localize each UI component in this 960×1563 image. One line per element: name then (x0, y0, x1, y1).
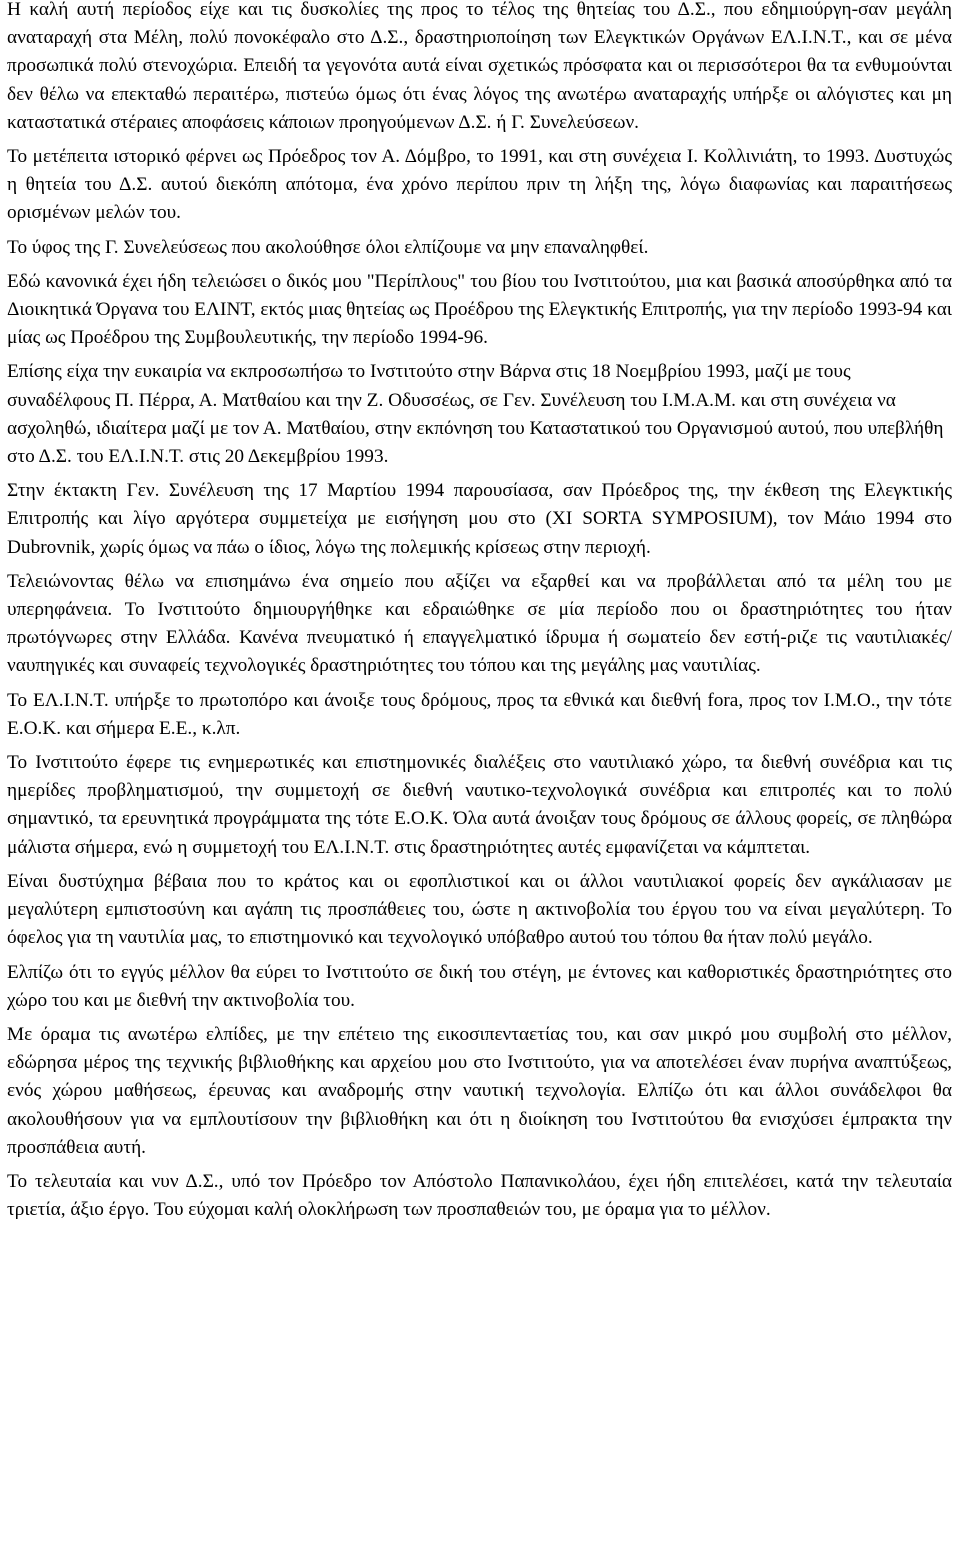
paragraph-general-assembly-tone: Το ύφος της Γ. Συνελεύσεως που ακολούθησε όλοι ελπίζουμε να μην επαναληφθεί. (7, 236, 649, 258)
paragraph-author-withdrawal: Εδώ κανονικά έχει ήδη τελειώσει ο δικός μου "Περίπλους" του βίου του Ινστιτούτου, μια και βασικά αποσύρθηκα από τα Διοικητικά Όργανα του ΕΛΙΝΤ, εκτός μιας θητείας ως Προέδρου της Ελεγκτικής Επιτροπής, για την περίοδο 1993-94 και μίας ως Προέδρου της Συμβουλευτικής, την περίοδο 1994-96. (7, 270, 952, 349)
paragraph-later-presidents: Το μετέπειτα ιστορικό φέρνει ως Πρόεδρος τον Α. Δόμβρο, το 1991, και στη συνέχεια Ι. Κολλινιάτη, το 1993. Δυστυχώς η θητεία του Δ.Σ. αυτού διεκόπη απότομα, ένα χρόνο περίπου πριν τη λήξη της, λόγω διαφωνίας και παραιτήσεως ορισμένων μελών του. (7, 146, 952, 224)
paragraph-board-turmoil: Η καλή αυτή περίοδος είχε και τις δυσκολίες της προς το τέλος της θητείας του Δ.Σ., που εδημιούργη-σαν μεγάλη αναταραχή στα Μέλη, πολύ πονοκέφαλο στο Δ.Σ., δραστηριοποίηση των Ελεγκτικών Οργάνων ΕΛ.Ι.Ν.Τ., και σε μένα προσωπικά πολύ στενοχώρια. Επειδή τα γεγονότα αυτά είναι σχετικώς πρόσφατα και οι περισσότεροι θα τα ενθυμούνται δεν θέλω να επεκταθώ περαιτέρω, πιστεύω όμως ότι ένας λόγος της ανωτέρω αναταραχής υπήρξε οι αλόγιστες και μη καταστατικά στέραιες αποφάσεις κάποιων προηγούμενων Δ.Σ. ή Γ. Συνελεύσεων. (7, 0, 952, 133)
paragraph-lack-of-support: Είναι δυστύχημα βέβαια που το κράτος και οι εφοπλιστικοί και οι άλλοι ναυτιλιακοί φορείς δεν αγκάλιασαν με μεγαλύτερη εμπιστοσύνη και αγάπη τις προσπάθειες του, ώστε η ακτινοβολία του έργου του να είναι μεγαλύτερη. Το όφελος για τη ναυτιλία μας, το επιστημονικό και τεχνολογικό υπόβαθρο αυτού του τόπου θα ήταν πολύ μεγάλο. (7, 870, 952, 949)
paragraph-future-hopes: Ελπίζω ότι το εγγύς μέλλον θα εύρει το Ινστιτούτο σε δική του στέγη, με έντονες και καθοριστικές δραστηριότητες στο χώρο του και με διεθνή την ακτινοβολία του. (7, 961, 952, 1011)
paragraph-varna-representation: Επίσης είχα την ευκαιρία να εκπροσωπήσω το Ινστιτούτο στην Βάρνα στις 18 Νοεμβρίου 1993, μαζί με τους συναδέλφους Π. Πέρρα, Α. Ματθαίου και την Ζ. Οδυσσέως, σε Γεν. Συνέλευση του Ι.Μ.Α.Μ. και στη συνέχεια να ασχοληθώ, ιδιαίτερα μαζί με τον Α. Ματθαίου, στην εκπόνηση του Καταστατικού του Οργανισμού αυτού, που υπεβλήθη στο Δ.Σ. του ΕΛ.Ι.Ν.Τ. στις 20 Δεκεμβρίου 1993. (7, 361, 944, 468)
paragraph-extraordinary-assembly: Στην έκτακτη Γεν. Συνέλευση της 17 Μαρτίου 1994 παρουσίασα, σαν Πρόεδρος της, την έκθεση της Ελεγκτικής Επιτροπής και λίγο αργότερα συμμετείχα με εισήγηση μου στο (XI SORTA SYMPOSIUM), τον Μάιο 1994 στο Dubrovnik, χωρίς όμως να πάω ο ίδιος, λόγω της πολεμικής κρίσεως στην περιοχή. (7, 480, 952, 558)
paragraph-library-donation: Με όραμα τις ανωτέρω ελπίδες, με την επέτειο της εικοσιπενταετίας του, και σαν μικρό μου συμβολή στο μέλλον, εδώρησα μέρος της τεχνικής βιβλιοθήκης και αρχείου μου στο Ινστιτούτο, για να αποτελέσει έναν πυρήνα αναπτύξεως, ενός χώρου μαθήσεως, έρευνας και αναδρομής στην ναυτική τεχνολογία. Ελπίζω ότι και άλλοι συνάδελφοι θα ακολουθήσουν για να εμπλουτίσουν την βιβλιοθήκη και ότι η διοίκηση του Ινστιτούτου θα ενισχύσει έμπρακτα την προσπάθεια αυτή. (7, 1023, 952, 1158)
paragraph-international-fora: Το ΕΛ.Ι.Ν.Τ. υπήρξε το πρωτοπόρο και άνοιξε τους δρόμους, προς τα εθνικά και διεθνή fora, προς τον Ι.Μ.Ο., την τότε Ε.Ο.Κ. και σήμερα Ε.Ε., κ.λπ. (7, 689, 952, 739)
paragraph-pioneering-role: Τελειώνοντας θέλω να επισημάνω ένα σημείο που αξίζει να εξαρθεί και να προβάλλεται από τα μέλη του με υπερηφάνεια. Το Ινστιτούτο δημιουργήθηκε και εδραιώθηκε σε μία περίοδο που οι δραστηριότητες του ήταν πρωτόγνωρες στην Ελλάδα. Κανένα πνευματικό ή επαγγελματικό ίδρυμα ή σωματείο δεν εστή-ριζε τις ναυτιλιακές/ναυπηγικές και συναφείς τεχνολογικές δραστηριότητες του τόπου και της μεγάλης μας ναυτιλίας. (7, 570, 952, 677)
paragraph-current-board: Το τελευταία και νυν Δ.Σ., υπό τον Πρόεδρο τον Απόστολο Παπανικολάου, έχει ήδη επιτελέσει, κατά την τελευταία τριετία, άξιο έργο. Του εύχομαι καλή ολοκλήρωση των προσπαθειών του, με όραμα για το μέλλον. (7, 1170, 952, 1221)
paragraph-lectures-conferences: Το Ινστιτούτο έφερε τις ενημερωτικές και επιστημονικές διαλέξεις στο ναυτιλιακό χώρο, τα διεθνή συνέδρια και τις ημερίδες προβληματισμού, την συμμετοχή σε διεθνή ναυτικο-τεχνολογικά συνέδρια και επιτροπές και το πολύ σημαντικό, τα ερευνητικά προγράμματα της τότε Ε.Ο.Κ. Όλα αυτά άνοιξαν τους δρόμους σε άλλους φορείς, σε πληθώρα μάλιστα σήμερα, ενώ η συμμετοχή του ΕΛ.Ι.Ν.Τ. στις δραστηριότητες αυτές εμφανίζεται να κάμπτεται. (7, 752, 952, 858)
